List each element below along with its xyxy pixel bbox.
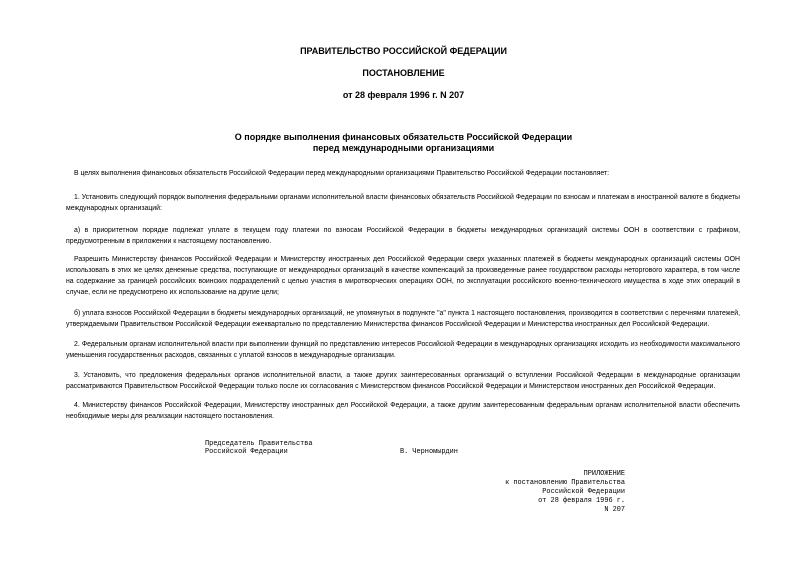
appendix-line1: к постановлению Правительства [505,479,625,487]
paragraph-1a-permission: Разрешить Министерству финансов Российской Федерации и Министерству иностранных дел Российской Федерации сверх указанных платежей в бюджеты международных организаций системы ООН использовать в этих же целях денежные средства, поступающие от международных организаций в качестве компенсаций за произведенные ранее государством расходы неторгового характера, в том числе на содержание за границей российских воинских подразделений с целью участия в миротворческих операциях ООН, по эксплуатации российского военно-технического имущества в ходе этих операций в случае, если не предусмотрено их использование на другие цели; [66,256,740,296]
document-title-line1: О порядке выполнения финансовых обязательств Российской Федерации [234,132,573,142]
paragraph-1: 1. Установить следующий порядок выполнения федеральными органами исполнительной власти финансовых обязательств Российской Федерации по взносам и платежам в иностранной валюте в бюджеты международных организаций: [66,194,740,212]
paragraph-preamble: В целях выполнения финансовых обязательств Российской Федерации перед международными организациями Правительство Российской Федерации постановляет: [74,170,610,177]
paragraph-1a: а) в приоритетном порядке подлежат уплате в текущем году платежи по взносам Российской Федерации в бюджеты международных организаций системы ООН в соответствии с графиком, предусмотренным в приложении к настоящему постановлению. [66,227,740,245]
appendix-line4: N 207 [604,506,625,514]
appendix-line2: Российской Федерации [542,488,625,496]
signature-name: В. Черномырдин [400,448,458,456]
paragraph-4: 4. Министерству финансов Российской Федерации, Министерству иностранных дел Российской Федерации, а также другим заинтересованным федеральным органам исполнительной власти обеспечить необходимые меры для реализации настоящего постановления. [66,402,740,420]
paragraph-3: 3. Установить, что предложения федеральных органов исполнительной власти, а также других заинтересованных организаций о вступлении Российской Федерации в международные организации рассматриваются Правительством Российской Федерации только после их согласования с Министерством финансов Российской Федерации и Министерством иностранных дел Российской Федерации. [66,372,740,390]
doc-type-heading: ПОСТАНОВЛЕНИЕ [362,68,445,78]
appendix-line3: от 28 февраля 1996 г. [538,497,625,505]
paragraph-2: 2. Федеральным органам исполнительной власти при выполнении функций по представлению интересов Российской Федерации в международных организациях исходить из необходимости максимального уменьшения государственных расходов, связанных с уплатой взносов в международные организации. [66,341,740,359]
date-number-heading: от 28 февраля 1996 г. N 207 [342,90,465,100]
signature-position-line2: Российской Федерации [205,448,288,456]
document-title-line2: перед международными организациями [312,143,495,153]
paragraph-1b: б) уплата взносов Российской Федерации в бюджеты международных организаций, не упомянутых в подпункте "а" пункта 1 настоящего постановления, производится в соответствии с перечнями платежей, утверждаемыми Правительством Российской Федерации ежеквартально по представлению Министерства финансов Российской Федерации и Министерства иностранных дел Российской Федерации. [66,310,740,328]
government-heading: ПРАВИТЕЛЬСТВО РОССИЙСКОЙ ФЕДЕРАЦИИ [300,46,507,56]
appendix-label: ПРИЛОЖЕНИЕ [583,470,625,478]
signature-position-line1: Председатель Правительства [205,440,313,448]
